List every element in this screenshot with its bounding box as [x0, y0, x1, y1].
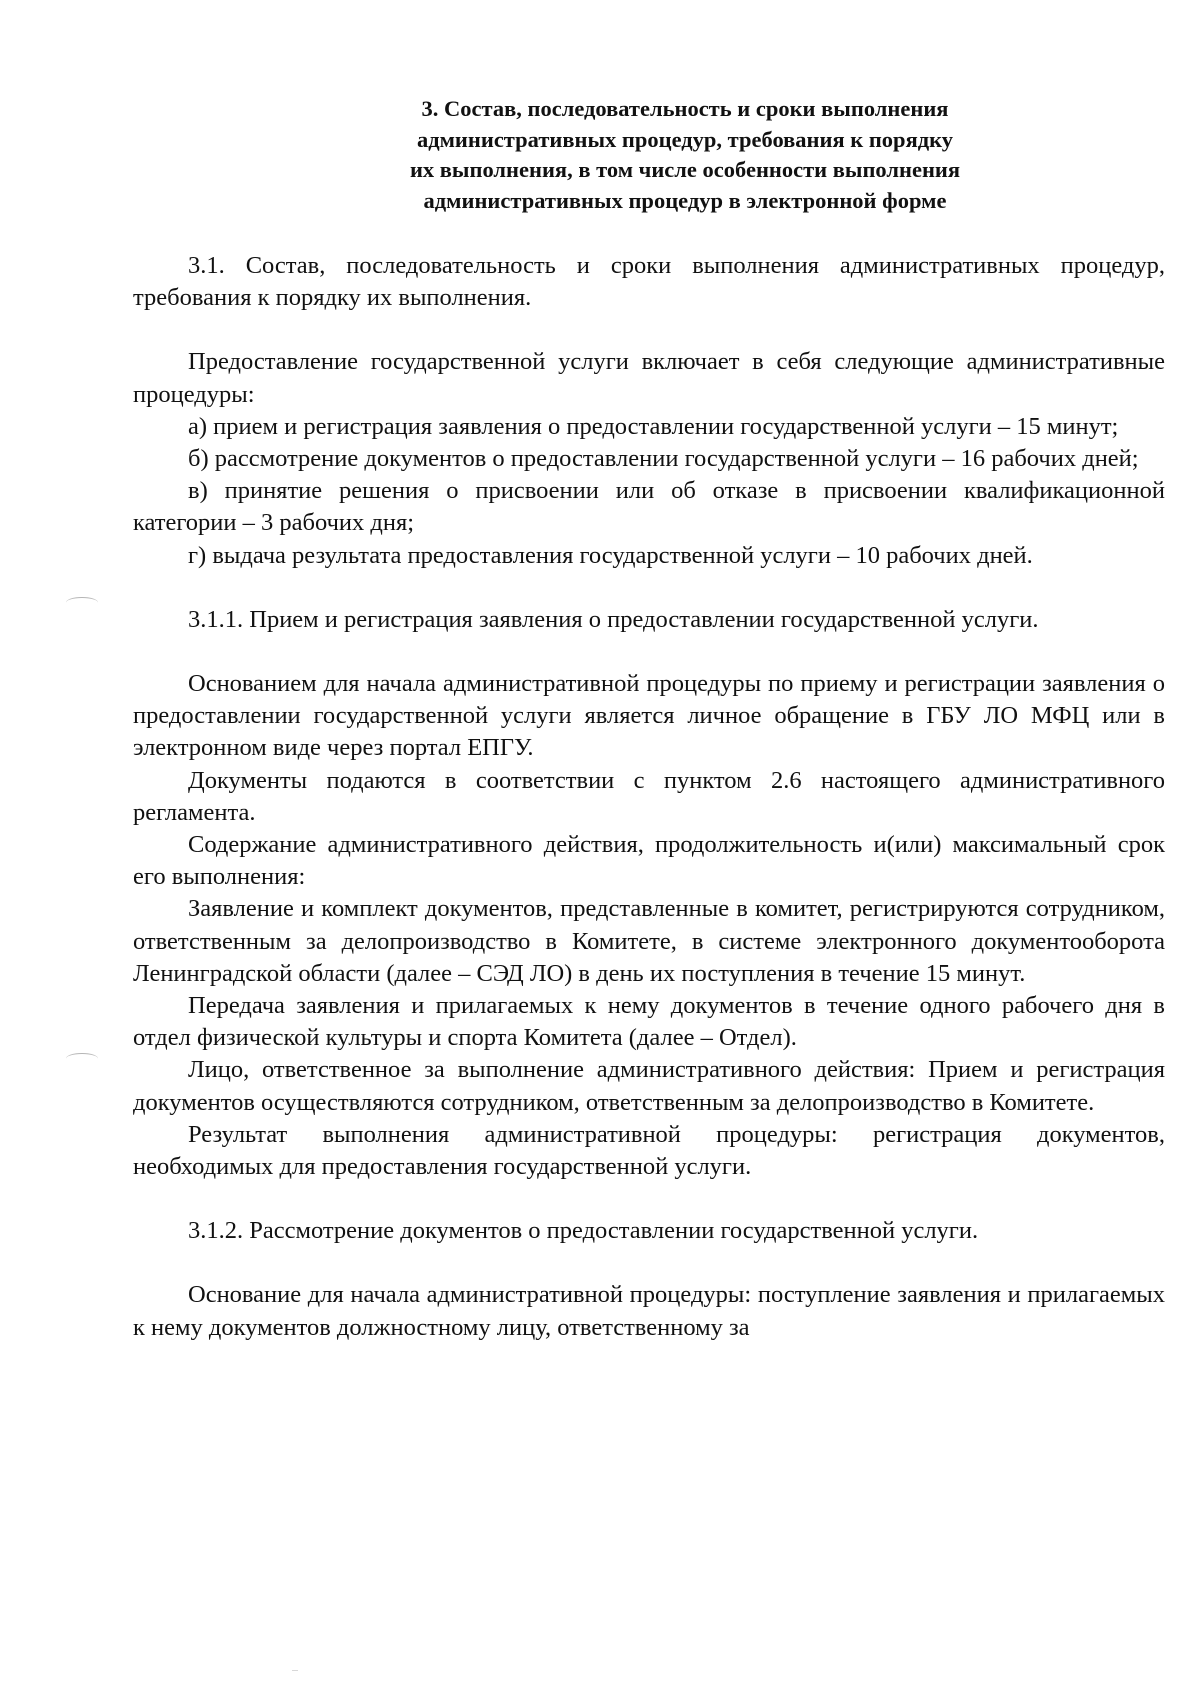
paragraph-transfer: Передача заявления и прилагаемых к нему документов в течение одного рабочего дня в отдел физической культуры и спорта Комитета (далее – Отдел).	[133, 992, 1165, 1052]
list-item-a: а) прием и регистрация заявления о предоставлении государственной услуги – 15 минут;	[188, 412, 1119, 440]
margin-scan-mark	[66, 597, 98, 608]
list-item-g: г) выдача результата предоставления государственной услуги – 10 рабочих дней.	[188, 541, 1033, 569]
margin-scan-mark	[66, 1053, 98, 1064]
subsection-title-3-1-1: 3.1.1. Прием и регистрация заявления о предоставлении государственной услуги.	[188, 605, 1039, 633]
section-heading-line: административных процедур в электронной форме	[423, 187, 947, 213]
paragraph-result: Результат выполнения административной процедуры: регистрация документов, необходимых для предоставления государственной услуги.	[133, 1120, 1165, 1181]
list-item-b: б) рассмотрение документов о предоставлении государственной услуги – 16 рабочих дней;	[188, 445, 1139, 473]
scan-speck	[292, 1670, 298, 1671]
paragraph-documents: Документы подаются в соответствии с пунктом 2.6 настоящего административного регламента.	[133, 766, 1165, 826]
paragraph-basis: Основанием для начала административной процедуры по приему и регистрации заявления о предоставлении государственной услуги является личное обращение в ГБУ ЛО МФЦ или в электронном виде через портал ЕПГУ.	[133, 670, 1165, 762]
paragraph-action-content: Содержание административного действия, продолжительность и(или) максимальный срок его выполнения:	[133, 831, 1165, 891]
paragraph-registration: Заявление и комплект документов, представленные в комитет, регистрируются сотрудником, ответственным за делопроизводство в Комитете, в системе электронного документооборота Ленинградской области (далее – СЭД ЛО) в день их поступления в течение 15 минут.	[133, 895, 1165, 987]
section-heading-line: административных процедур, требования к порядку	[416, 126, 954, 152]
subsection-title-3-1-2: 3.1.2. Рассмотрение документов о предоставлении государственной услуги.	[188, 1217, 979, 1245]
paragraph-review-basis: Основание для начала административной процедуры: поступление заявления и прилагаемых к нему документов должностному лицу, ответственному за	[133, 1281, 1165, 1341]
paragraph-responsible: Лицо, ответственное за выполнение административного действия: Прием и регистрация документов осуществляются сотрудником, ответственным за делопроизводство в Комитете.	[133, 1056, 1165, 1116]
document-body	[133, 250, 1165, 1344]
section-heading-line: их выполнения, в том числе особенности выполнения	[409, 157, 961, 182]
list-item-v: в) принятие решения о присвоении или об отказе в присвоении квалификационной категории – 3 рабочих дня;	[133, 477, 1165, 537]
paragraph-procedures-intro: Предоставление государственной услуги включает в себя следующие административные процедуры:	[133, 348, 1165, 408]
section-heading	[330, 94, 1040, 216]
subsection-title-3-1: 3.1. Состав, последовательность и сроки выполнения административных процедур, требования к порядку их выполнения.	[133, 252, 1165, 312]
section-heading-line: 3. Состав, последовательность и сроки выполнения	[421, 96, 949, 121]
